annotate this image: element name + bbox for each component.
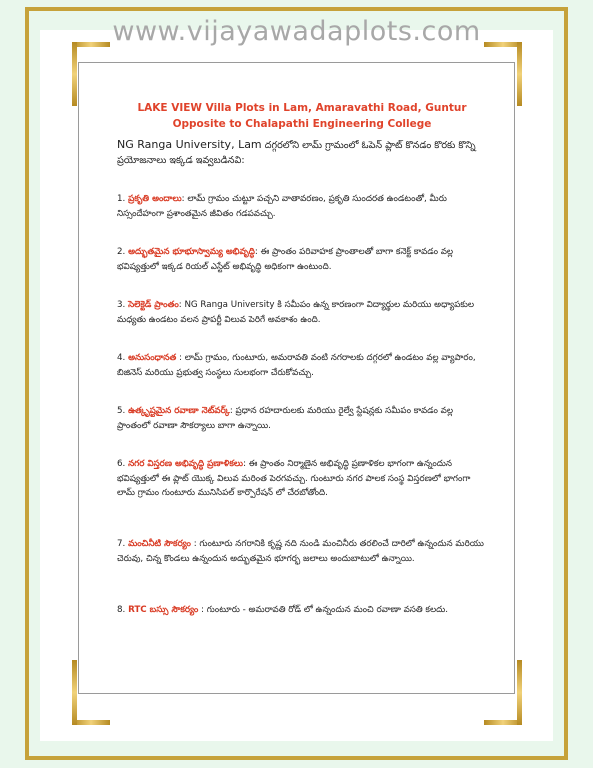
benefit-text: : గుంటూరు నగరానికి కృష్ణ నది నుండి మంచినీరు తరలించే దారిలో ఉన్నందున మరియు చెరువు, చిన్న కొండలు ఉన్నందున అద్భుతమైన భూగర్భ జలాలు అందుబాటులో ఉన్నాయి.	[117, 539, 484, 564]
benefit-number: 2.	[117, 247, 126, 257]
benefit-heading: అద్భుతమైన భూభూస్వామ్య అభివృద్ధి	[128, 247, 255, 257]
benefit-item	[117, 245, 487, 274]
benefit-heading: RTC బస్సు సౌకర్యం	[128, 605, 199, 615]
benefit-heading: ప్రకృతి అందాలు	[128, 194, 182, 204]
benefit-item	[117, 457, 487, 501]
website-watermark[interactable]: www.vijayawadaplots.com	[112, 16, 481, 47]
benefit-number: 3.	[117, 300, 126, 310]
document-content	[117, 100, 487, 168]
benefit-text: : ఈ ప్రాంతం పరివాహక ప్రాంతాలతో బాగా కనెక్ట్ కావడం వల్ల భవిష్యత్తులో ఇక్కడ రియల్ ఎస్టేట్ అభివృద్ధి అధికంగా ఉంటుంది.	[117, 247, 454, 272]
gold-corner-bar	[517, 660, 522, 725]
intro-text: దగ్గరలోని లామ్ గ్రామంలో ఓపెన్ ప్లాట్ కొనడం కొరకు కొన్ని ప్రయోజనాలు ఇక్కడ ఇవ్వబడినవి:	[117, 140, 476, 166]
intro-lead: NG Ranga University, Lam	[117, 138, 262, 151]
gold-corner-bar	[517, 42, 522, 106]
benefit-number: 1.	[117, 194, 126, 204]
benefit-text: : NG Ranga University కి సమీపం ఉన్న కారణంగా విద్యార్థుల మరియు అధ్యాపకుల మధ్యతు ఉండటం వలన ప్రాపర్టీ విలువ పెరిగే అవకాశం ఉంది.	[117, 300, 475, 325]
benefit-item	[117, 404, 487, 433]
benefit-number: 6.	[117, 459, 126, 469]
benefit-item	[117, 192, 487, 221]
benefit-text: : లామ్ గ్రామం చుట్టూ పచ్చని వాతావరణం, ప్రకృతి సుందరత ఉండటంతో, మీరు నిస్సందేహంగా ప్రశాంతమైన జీవితం గడపవచ్చు.	[117, 194, 447, 219]
benefit-text: : ఈ ప్రాంతం నిర్మాణైన అభివృద్ధి ప్రణాళికల భాగంగా ఉన్నందున భవిష్యత్తులో ఈ ప్లాట్ యొక్క విలువ మరింత పెరగవచ్చు. గుంటూరు నగర పాలక సంస్థ విస్తరణలో భాగంగా లామ్ గ్రామం గుంటూరు మునిసిపల్ కార్పొరేషన్ లో చేరబోతోంది.	[117, 459, 471, 498]
benefit-number: 8.	[117, 605, 126, 615]
benefit-heading: మంచినీటి సౌకర్యం	[128, 539, 191, 549]
gold-corner-bar	[72, 720, 110, 725]
title-line-2: Opposite to Chalapathi Engineering College	[172, 118, 432, 130]
gold-corner-bar	[72, 42, 77, 106]
document-title	[117, 100, 487, 132]
benefit-item	[117, 603, 487, 618]
benefit-number: 4.	[117, 353, 126, 363]
intro-paragraph	[117, 137, 487, 168]
benefit-item	[117, 537, 487, 566]
benefit-text: : గుంటూరు - అమరావతి రోడ్ లో ఉన్నందున మంచి రవాణా వసతి కలదు.	[198, 605, 449, 615]
benefit-heading: ఉత్కృష్టమైన రవాణా నెట్‌వర్క్	[128, 406, 230, 416]
gold-corner-bar	[72, 660, 77, 725]
benefit-text: : ప్రధాన రహదారులకు మరియు రైల్వే స్టేషన్లకు సమీపం కావడం వల్ల ప్రాంతంలో రవాణా సౌకర్యాలు బాగా ఉన్నాయి.	[117, 406, 453, 431]
benefit-item	[117, 298, 487, 327]
benefit-heading: అనుసంధానత	[128, 353, 177, 363]
benefit-item	[117, 351, 487, 380]
benefit-text: : లామ్ గ్రామం, గుంటూరు, అమరావతి వంటి నగరాలకు దగ్గరలో ఉండటం వల్ల వ్యాపారం, బిజినెస్ మరియు ప్రభుత్వ సంస్థలు సులభంగా చేరుకోవచ్చు.	[117, 353, 476, 378]
title-line-1: LAKE VIEW Villa Plots in Lam, Amaravathi Road, Guntur	[137, 102, 467, 114]
benefit-number: 5.	[117, 406, 126, 416]
benefit-number: 7.	[117, 539, 126, 549]
benefit-heading: నగర విస్తరణ అభివృద్ధి ప్రణాళికలు	[128, 459, 244, 469]
benefit-heading: సెలెక్టెడ్ ప్రాంతం	[128, 300, 179, 310]
